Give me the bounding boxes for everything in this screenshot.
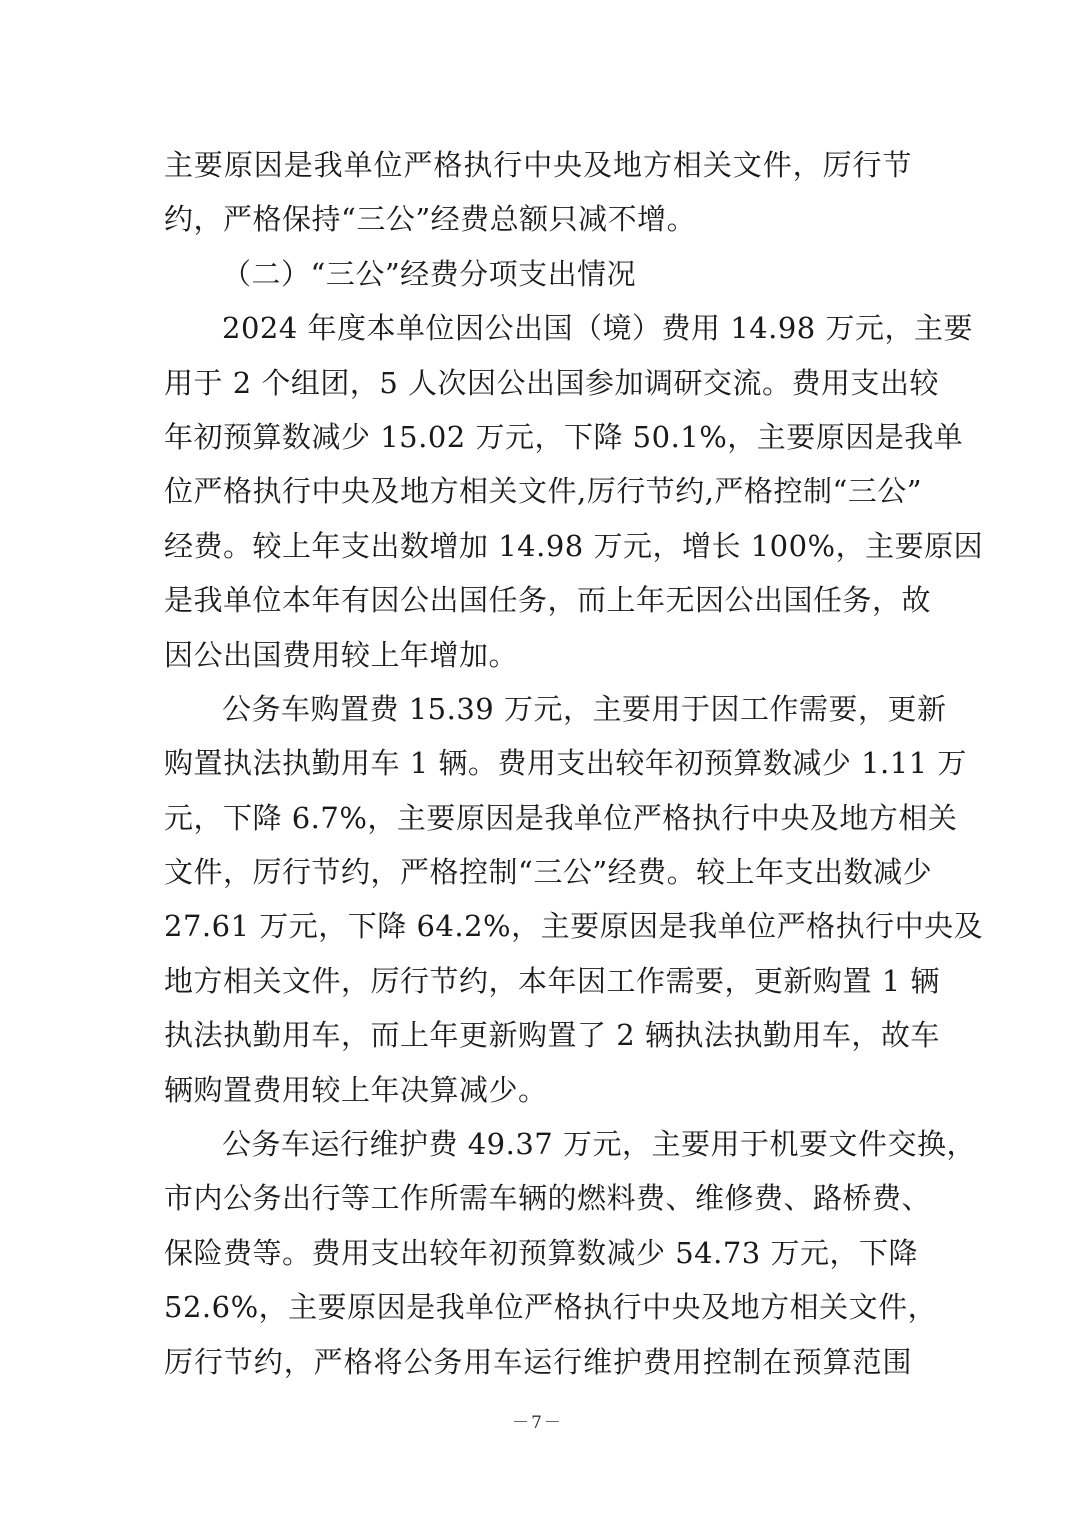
text-line: 用于 2 个组团，5 人次因公出国参加调研交流。费用支出较 [164, 365, 940, 400]
text-line: 保险费等。费用支出较年初预算数减少 54.73 万元，下降 [164, 1235, 918, 1270]
text-line: 辆购置费用较上年决算减少。 [164, 1072, 548, 1107]
text-line: 年初预算数减少 15.02 万元，下降 50.1%，主要原因是我单 [164, 419, 964, 454]
text-line: 地方相关文件，厉行节约，本年因工作需要，更新购置 1 辆 [164, 963, 940, 998]
text-line: 约，严格保持“三公”经费总额只减不增。 [164, 202, 697, 237]
text-line: 位严格执行中央及地方相关文件,厉行节约,严格控制“三公” [164, 474, 923, 509]
text-line: 公务车购置费 15.39 万元，主要用于因工作需要，更新 [222, 691, 947, 726]
text-line: 文件，厉行节约，严格控制“三公”经费。较上年支出数减少 [164, 855, 933, 890]
text-line: 公务车运行维护费 49.37 万元，主要用于机要文件交换， [222, 1127, 976, 1162]
page-number: －7－ [512, 1413, 563, 1433]
text-line: 市内公务出行等工作所需车辆的燃料费、维修费、路桥费、 [164, 1181, 932, 1216]
text-line: 执法执勤用车，而上年更新购置了 2 辆执法执勤用车，故车 [164, 1018, 940, 1053]
text-line: 经费。较上年支出数增加 14.98 万元，增长 100%，主要原因 [164, 528, 984, 563]
text-line: 27.61 万元，下降 64.2%，主要原因是我单位严格执行中央及 [164, 909, 984, 944]
text-line: 52.6%，主要原因是我单位严格执行中央及地方相关文件， [164, 1290, 938, 1325]
section-heading: （二）“三公”经费分项支出情况 [222, 256, 637, 291]
body-text [164, 138, 984, 1389]
text-line: 主要原因是我单位严格执行中央及地方相关文件，厉行节 [164, 148, 912, 182]
text-line: 2024 年度本单位因公出国（境）费用 14.98 万元，主要 [222, 311, 973, 346]
text-line: 因公出国费用较上年增加。 [164, 637, 519, 672]
text-line: 厉行节约，严格将公务用车运行维护费用控制在预算范围 [164, 1344, 912, 1379]
text-line: 是我单位本年有因公出国任务，而上年无因公出国任务，故 [164, 583, 932, 618]
text-line: 元，下降 6.7%，主要原因是我单位严格执行中央及地方相关 [164, 800, 958, 835]
text-line: 购置执法执勤用车 1 辆。费用支出较年初预算数减少 1.11 万 [164, 746, 967, 781]
